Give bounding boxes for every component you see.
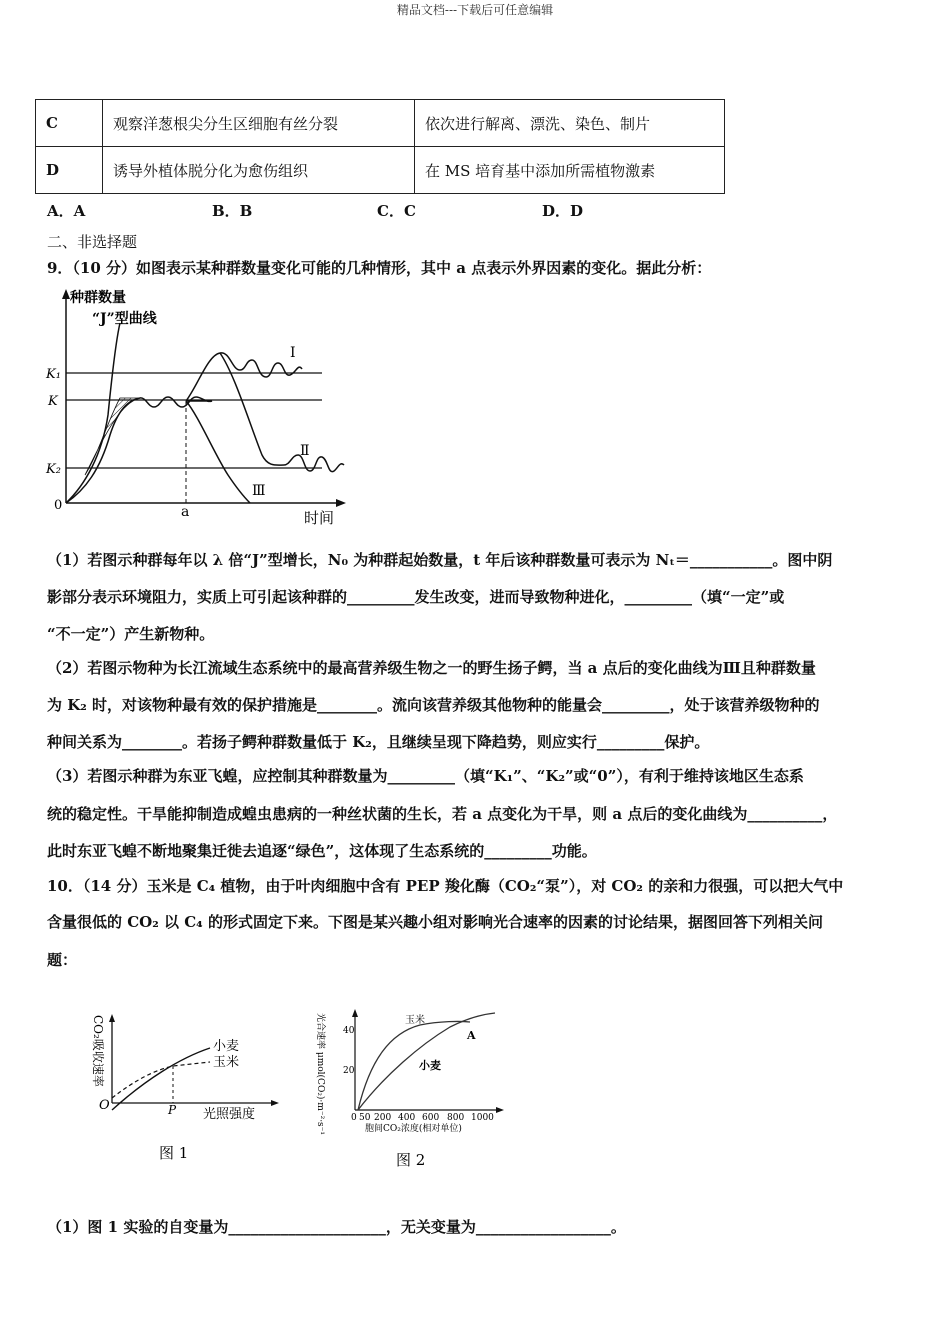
fig1-wheat-label: 小麦 (213, 1039, 240, 1054)
curve-2-label: Ⅱ (300, 443, 310, 459)
fig2-xtick: 0 (351, 1113, 357, 1123)
fig2-corn-label: 玉米 (405, 1015, 425, 1026)
table-row (36, 147, 725, 194)
section-title: 二、非选择题 (47, 233, 138, 251)
q9-stem: 9．（10 分）如图表示某种群数量变化可能的几种情形，其中 a 点表示外界因素的变化。据此分析： (47, 259, 712, 277)
choice-c: C．C (377, 202, 416, 220)
q9-part1-line3: “不一定”）产生新物种。 (47, 625, 215, 643)
figure-2 (310, 1005, 520, 1175)
q10-line2: 含量很低的 CO₂ 以 C₄ 的形式固定下来。下图是某兴趣小组对影响光合速率的因素的讨论结果，据图回答下列相关问 (47, 913, 823, 931)
row-letter: C (36, 100, 103, 147)
s-curve (66, 397, 212, 503)
fig1-ylabel: CO₂吸收速率 (91, 1015, 105, 1087)
fig2-ytick-20: 20 (343, 1066, 355, 1076)
j-curve (66, 323, 120, 503)
fig2-xlabel: 胞间CO₂浓度(相对单位) (365, 1124, 462, 1134)
choice-d: D．D (542, 202, 584, 220)
q9-part2-line1: （2）若图示物种为长江流域生态系统中的最高营养级生物之一的野生扬子鳄，当 a 点后的变化曲线为Ⅲ且种群数量 (47, 659, 816, 677)
figure-1 (85, 1010, 285, 1170)
row-method: 依次进行解离、漂洗、染色、制片 (415, 100, 725, 147)
a-label: a (181, 504, 190, 520)
origin-label: 0 (54, 498, 63, 513)
q9-part3-line1: （3）若图示种群为东亚飞蝗，应控制其种群数量为_________（填“K₁”、“K₂”或“0”），有利于维持该地区生态系 (47, 767, 804, 785)
q10-line1: 10．（14 分）玉米是 C₄ 植物，由于叶肉细胞中含有 PEP 羧化酶（CO₂“泵”），对 CO₂ 的亲和力很强，可以把大气中 (47, 877, 844, 895)
row-letter: D (36, 147, 103, 194)
curve-1-label: Ⅰ (290, 345, 296, 361)
table-row (36, 100, 725, 147)
curve-2 (220, 353, 344, 472)
fig1-p: P (168, 1103, 177, 1117)
fig2-wheat-label: 小麦 (419, 1059, 441, 1072)
corn-curve (358, 1021, 470, 1110)
corn-curve (112, 1062, 210, 1098)
j-curve-label: “J”型曲线 (92, 311, 157, 327)
fig2-ylabel: 光合速率 μmol(CO₂)·m⁻²·s⁻¹ (315, 1013, 325, 1136)
wheat-curve (112, 1048, 210, 1110)
fig1-caption: 图 1 (159, 1144, 189, 1162)
fig1-origin: O (99, 1098, 110, 1113)
fig2-xtick: 50 (359, 1113, 371, 1123)
q10-line3: 题： (47, 951, 78, 969)
choice-a: A．A (47, 202, 86, 220)
k2-label: K₂ (46, 462, 61, 477)
fig2-ytick-40: 40 (343, 1026, 355, 1036)
row-experiment: 诱导外植体脱分化为愈伤组织 (103, 147, 415, 194)
fig2-caption: 图 2 (396, 1151, 426, 1169)
fig2-xtick: 600 (422, 1113, 440, 1123)
q9-part3-line3: 此时东亚飞蝗不断地聚集迁徙去追逐“绿色”，这体现了生态系统的_________功能。 (47, 842, 597, 860)
population-curve-figure (40, 285, 360, 530)
y-axis-label: 种群数量 (70, 290, 126, 306)
fig2-xtick: 200 (374, 1113, 392, 1123)
fig2-xtick: 1000 (471, 1113, 494, 1123)
choice-b: B．B (212, 202, 253, 220)
q9-part3-line2: 统的稳定性。干旱能抑制造成蝗虫患病的一种丝状菌的生长，若 a 点变化为干旱，则 a 点后的变化曲线为__________， (47, 805, 838, 823)
q9-part1-line2: 影部分表示环境阻力，实质上可引起该种群的_________发生改变，进而导致物种进化，_________（填“一定”或 (47, 588, 785, 606)
fig2-a-label: A (467, 1029, 476, 1042)
q9-part2-line3: 种间关系为________。若扬子鳄种群数量低于 K₂，且继续呈现下降趋势，则应实行_________保护。 (47, 733, 710, 751)
q9-part2-line2: 为 K₂ 时，对该物种最有效的保护措施是________。流向该营养级其他物种的能量会_________，处于该营养级物种的 (47, 696, 820, 714)
answer-choices (47, 200, 583, 221)
curve-3-label: Ⅲ (252, 483, 266, 499)
page-header: 精品文档---下载后可任意编辑 (396, 3, 554, 17)
row-method: 在 MS 培育基中添加所需植物激素 (415, 147, 725, 194)
q10-part1: （1）图 1 实验的自变量为_____________________，无关变量为__________________。 (47, 1218, 626, 1236)
fig1-xlabel: 光照强度 (203, 1107, 256, 1122)
curve-3 (186, 401, 250, 503)
fig2-xtick: 800 (447, 1113, 465, 1123)
k-label: K (48, 394, 58, 409)
fig2-xtick: 400 (398, 1113, 416, 1123)
x-axis-label: 时间 (304, 509, 335, 527)
curve-1 (186, 353, 302, 401)
options-table (35, 99, 725, 194)
row-experiment: 观察洋葱根尖分生区细胞有丝分裂 (103, 100, 415, 147)
k1-label: K₁ (46, 367, 61, 382)
q9-part1-line1: （1）若图示种群每年以 λ 倍“J”型增长，N₀ 为种群起始数量，t 年后该种群数量可表示为 Nₜ＝___________。图中阴 (47, 551, 833, 569)
fig1-corn-label: 玉米 (213, 1055, 240, 1070)
